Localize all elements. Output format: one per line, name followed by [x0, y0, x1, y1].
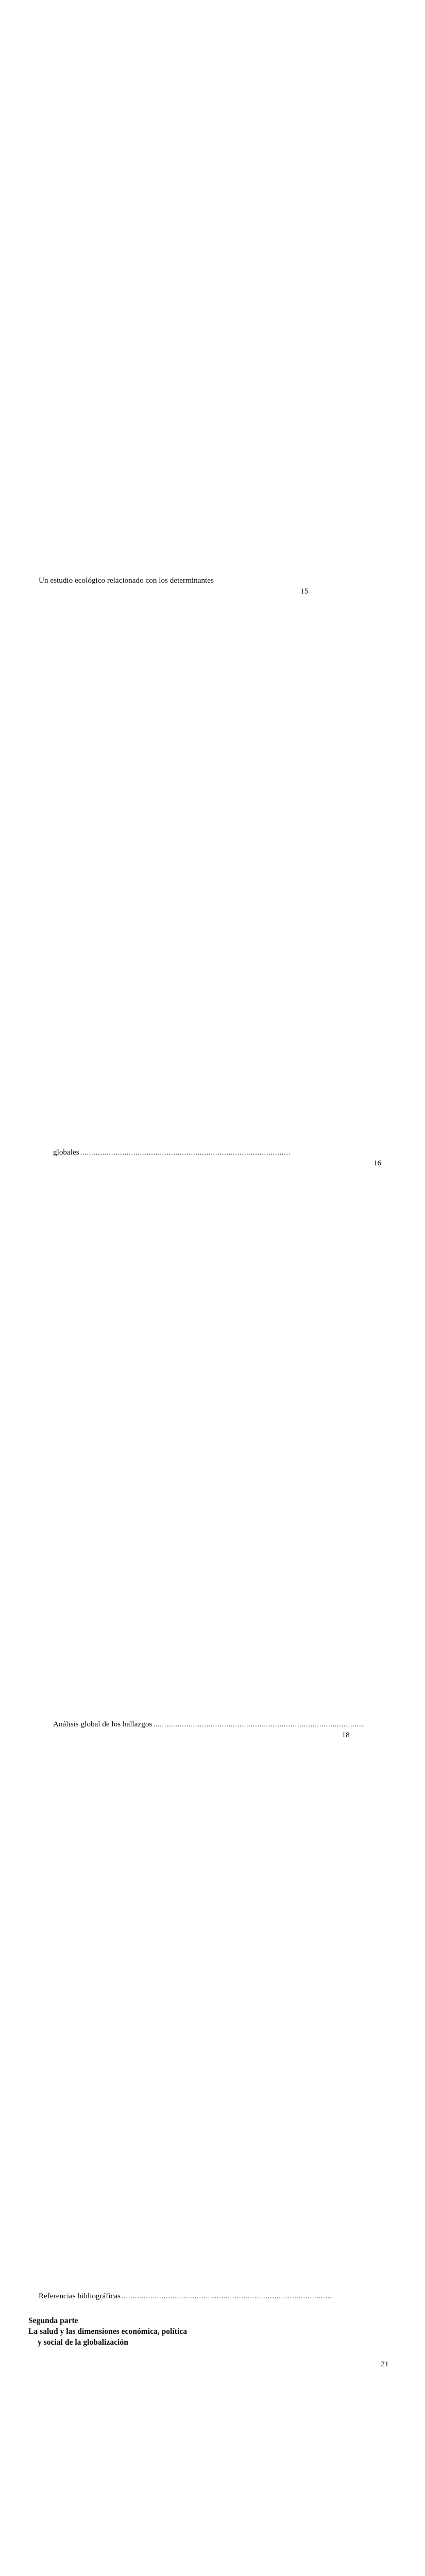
toc-entry-label: Análisis global de los hallazgos [53, 1720, 152, 1729]
toc-entry-label: Un estudio ecológico relacionado con los determinantes [39, 576, 214, 585]
part-heading [28, 2315, 286, 2348]
toc-entry[interactable] [28, 14, 286, 586]
toc-entry-page [265, 14, 286, 586]
toc-group-continued [28, 14, 382, 2302]
leader-dots: ............................................................................................... [153, 1720, 364, 1728]
chapter-page: 21 [381, 2360, 389, 2369]
leader-dots: ............................................................................................... [80, 1148, 291, 1157]
toc-entry-label: Referencias bibliográficas [39, 2292, 121, 2301]
chapter-heading[interactable] [28, 2359, 389, 2576]
toc-entry-label: globales [53, 1148, 79, 1157]
table-of-contents [28, 14, 389, 2576]
toc-entry[interactable] [28, 1158, 382, 1730]
toc-entry[interactable] [28, 586, 309, 1158]
part-title-line-1: La salud y las dimensiones económica, política [28, 2327, 187, 2336]
leader-dots: ............................................................................................... [121, 2292, 332, 2300]
toc-entry[interactable] [28, 1730, 350, 2302]
chapter-block [28, 2359, 389, 2576]
toc-entry-page: 16 [373, 1159, 382, 1167]
toc-entry-page: 18 [342, 1731, 350, 1739]
part-title-line-2: y social de la globalización [38, 2338, 128, 2347]
toc-entry-page: 15 [300, 587, 309, 596]
part-label: Segunda parte [28, 2316, 78, 2325]
